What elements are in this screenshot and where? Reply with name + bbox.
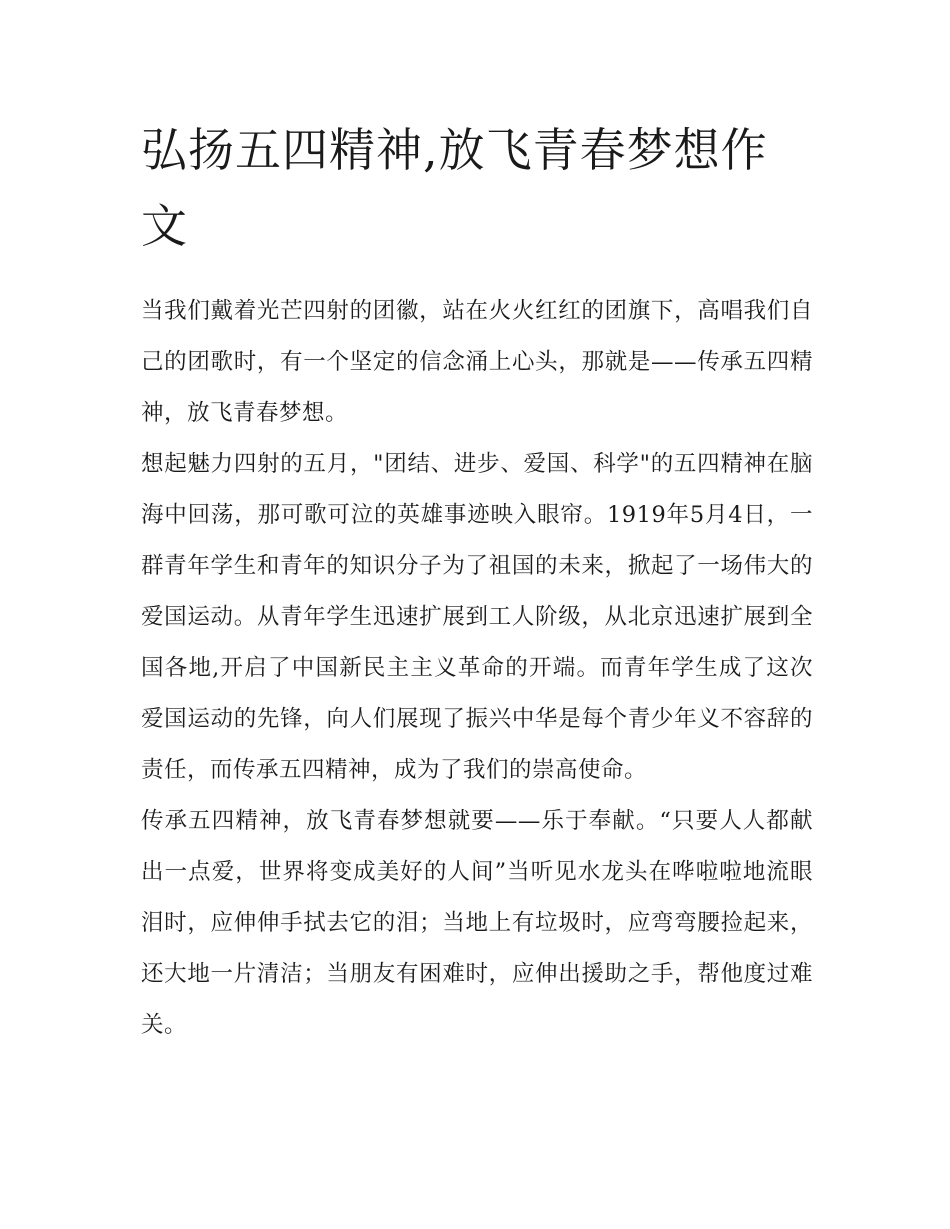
paragraph-2: 想起魅力四射的五月，"团结、进步、爱国、科学"的五四精神在脑海中回荡，那可歌可泣的英雄事迹映入眼帘。1919年5月4日，一群青年学生和青年的知识分子为了祖国的未来，掀起了一场伟大的爱国运动。从青年学生迅速扩展到工人阶级，从北京迅速扩展到全国各地,开启了中国新民主主义革命的开端。而青年学生成了这次爱国运动的先锋，向人们展现了振兴中华是每个青少年义不容辞的责任，而传承五四精神，成为了我们的崇高使命。 [141, 451, 813, 783]
document-page [141, 112, 813, 1051]
document-title: 弘扬五四精神,放飞青春梦想作文 [141, 123, 768, 253]
paragraph-3: 传承五四精神，放飞青春梦想就要——乐于奉献。“只要人人都献出一点爱，世界将变成美好的人间”当听见水龙头在哗啦啦地流眼泪时，应伸伸手拭去它的泪；当地上有垃圾时，应弯弯腰捡起来，还大地一片清洁；当朋友有困难时，应伸出援助之手，帮他度过难关。 [141, 808, 813, 1038]
paragraph-1: 当我们戴着光芒四射的团徽，站在火火红红的团旗下，高唱我们自己的团歌时，有一个坚定的信念涌上心头，那就是——传承五四精神，放飞青春梦想。 [141, 298, 813, 426]
